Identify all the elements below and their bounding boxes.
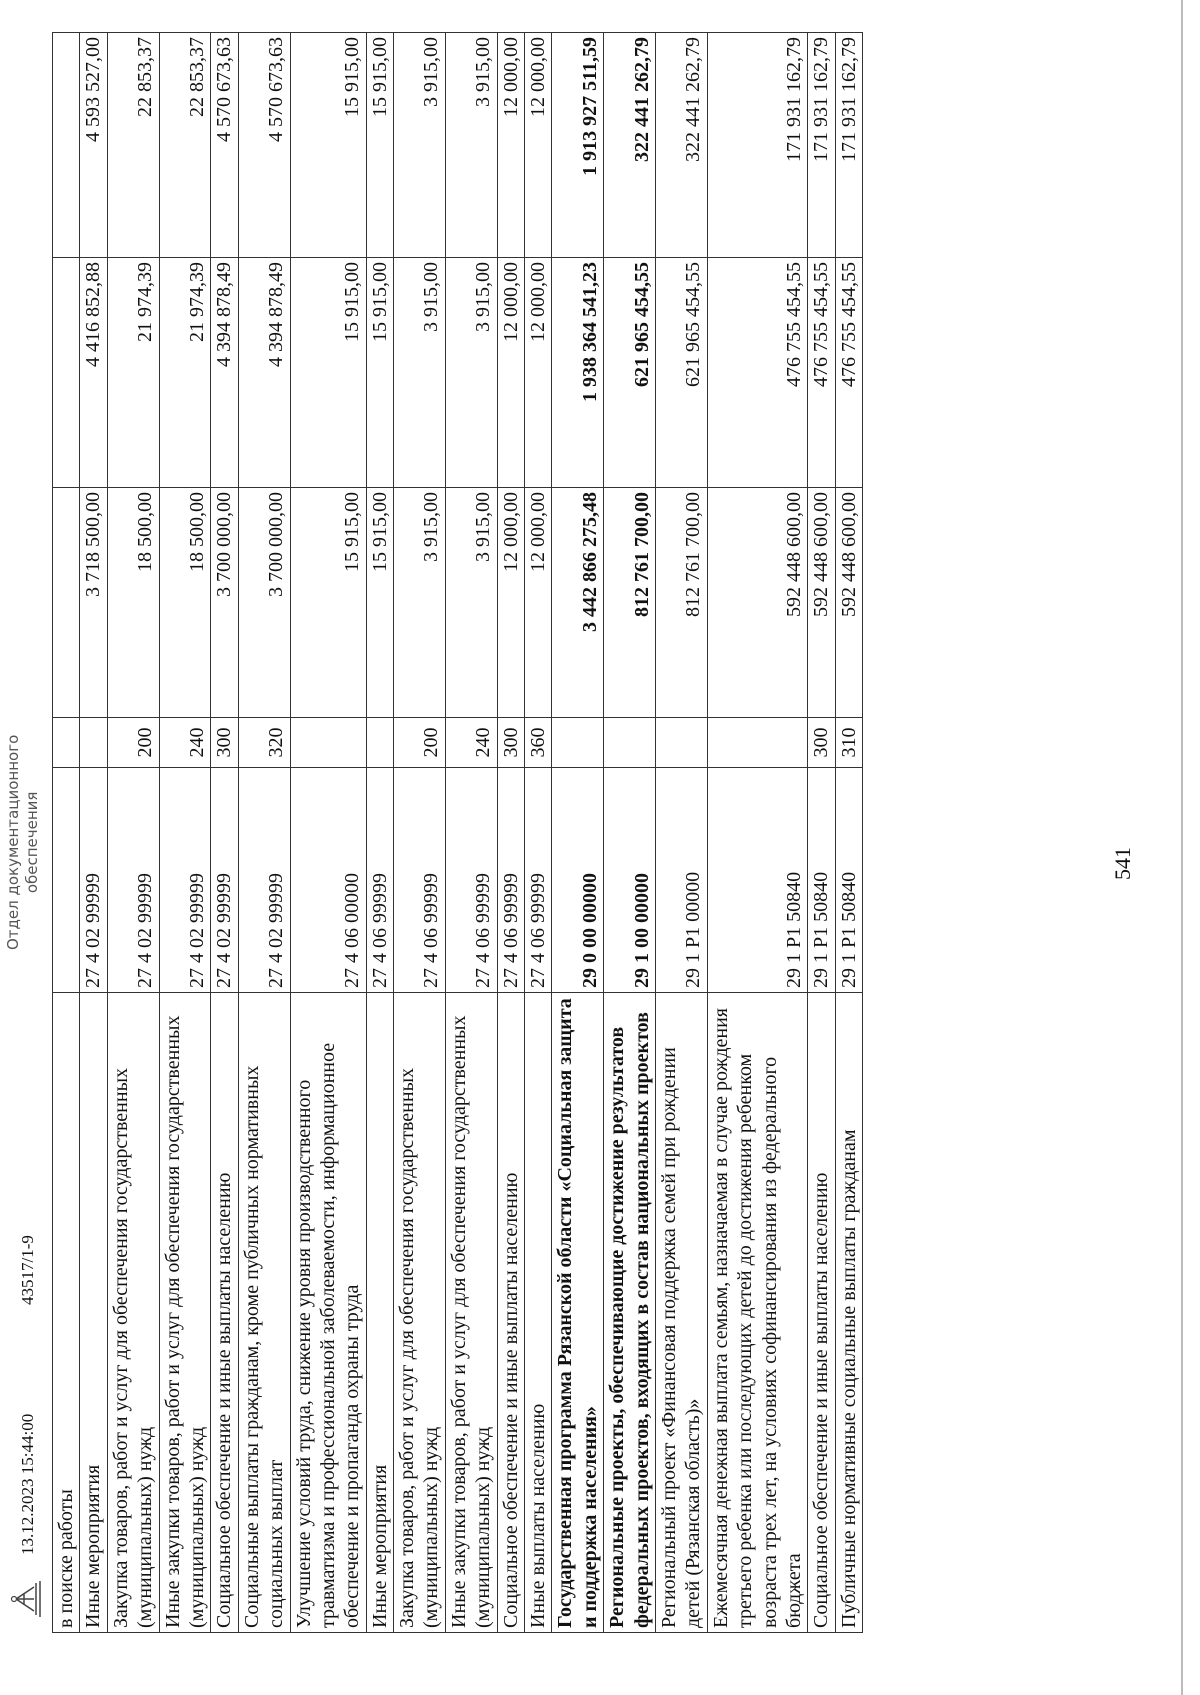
row-value-2023: 12 000,00 — [525, 488, 552, 718]
row-value-2025: 3 915,00 — [445, 33, 497, 258]
row-name: Социальное обеспечение и иные выплаты населению — [211, 993, 238, 1633]
registry-logo-icon — [10, 1577, 44, 1621]
row-value-2024: 15 915,00 — [366, 258, 393, 488]
row-name: Закупка товаров, работ и услуг для обеспечения государственных (муниципальных) нужд — [107, 993, 159, 1633]
row-code: 29 1 P1 50840 — [835, 768, 862, 993]
row-value-2025: 171 931 162,79 — [707, 33, 808, 258]
row-name: Иные выплаты населению — [525, 993, 552, 1633]
row-value-2025: 12 000,00 — [497, 33, 524, 258]
table-row — [808, 33, 835, 1633]
row-value-2025 — [53, 33, 80, 258]
table-row — [366, 33, 393, 1633]
row-name: Региональный проект «Финансовая поддержка семей при рождении детей (Рязанская область)» — [655, 993, 707, 1633]
row-vr — [53, 718, 80, 768]
row-name: Иные мероприятия — [80, 993, 107, 1633]
row-value-2023: 18 500,00 — [159, 488, 211, 718]
row-value-2025: 22 853,37 — [107, 33, 159, 258]
row-value-2025: 3 915,00 — [394, 33, 446, 258]
row-name: Региональные проекты, обеспечивающие достижение результатов федеральных проектов, входящих в состав национальных проектов — [604, 993, 656, 1633]
row-value-2025: 12 000,00 — [525, 33, 552, 258]
row-vr: 320 — [238, 718, 290, 768]
row-value-2024 — [53, 258, 80, 488]
row-value-2023: 15 915,00 — [290, 488, 366, 718]
row-code: 29 0 00 00000 — [552, 768, 604, 993]
row-value-2024: 21 974,39 — [159, 258, 211, 488]
row-name: Ежемесячная денежная выплата семьям, назначаемая в случае рождения третьего ребенка или последующих детей до достижения ребенком возраста трех лет, на условиях софинансирования из федерального бюджета — [707, 993, 808, 1633]
table-row — [552, 33, 604, 1633]
table-row — [835, 33, 862, 1633]
row-value-2024: 3 915,00 — [394, 258, 446, 488]
row-name: Социальное обеспечение и иные выплаты населению — [808, 993, 835, 1633]
row-value-2024: 21 974,39 — [107, 258, 159, 488]
row-name: Публичные нормативные социальные выплаты гражданам — [835, 993, 862, 1633]
table-row — [655, 33, 707, 1633]
row-value-2024: 476 755 454,55 — [835, 258, 862, 488]
row-code: 27 4 02 99999 — [107, 768, 159, 993]
row-vr — [655, 718, 707, 768]
row-name: в поиске работы — [53, 993, 80, 1633]
row-code: 27 4 06 99999 — [366, 768, 393, 993]
table-row — [53, 33, 80, 1633]
row-value-2025: 171 931 162,79 — [835, 33, 862, 258]
department-stamp — [4, 735, 42, 950]
row-name: Социальные выплаты гражданам, кроме публичных нормативных социальных выплат — [238, 993, 290, 1633]
row-value-2024: 15 915,00 — [290, 258, 366, 488]
row-vr: 300 — [808, 718, 835, 768]
scan-edge-line — [1181, 0, 1183, 1695]
row-code: 27 4 06 99999 — [525, 768, 552, 993]
row-vr: 240 — [445, 718, 497, 768]
row-code: 27 4 02 99999 — [80, 768, 107, 993]
row-value-2025: 4 593 527,00 — [80, 33, 107, 258]
row-value-2024: 476 755 454,55 — [707, 258, 808, 488]
row-vr: 200 — [107, 718, 159, 768]
row-value-2024: 12 000,00 — [525, 258, 552, 488]
row-value-2025: 15 915,00 — [290, 33, 366, 258]
row-code: 27 4 06 99999 — [394, 768, 446, 993]
table-row — [159, 33, 211, 1633]
row-vr: 310 — [835, 718, 862, 768]
row-value-2023: 812 761 700,00 — [604, 488, 656, 718]
row-value-2024: 12 000,00 — [497, 258, 524, 488]
row-code: 27 4 02 99999 — [211, 768, 238, 993]
row-name: Социальное обеспечение и иные выплаты населению — [497, 993, 524, 1633]
row-value-2025: 322 441 262,79 — [655, 33, 707, 258]
row-name: Иные закупки товаров, работ и услуг для обеспечения государственных (муниципальных) нужд — [159, 993, 211, 1633]
table-row — [238, 33, 290, 1633]
page-number: 541 — [1110, 847, 1135, 880]
table-row — [80, 33, 107, 1633]
row-code: 29 1 00 00000 — [604, 768, 656, 993]
row-value-2024: 476 755 454,55 — [808, 258, 835, 488]
row-value-2024: 621 965 454,55 — [604, 258, 656, 488]
budget-table — [52, 32, 863, 1633]
row-value-2023: 3 915,00 — [394, 488, 446, 718]
row-value-2025: 322 441 262,79 — [604, 33, 656, 258]
row-value-2024: 621 965 454,55 — [655, 258, 707, 488]
row-value-2024: 4 416 852,88 — [80, 258, 107, 488]
row-value-2025: 4 570 673,63 — [238, 33, 290, 258]
footer-date: 13.12.2023 15:44:00 — [18, 1413, 37, 1555]
table-row — [394, 33, 446, 1633]
row-code: 27 4 06 00000 — [290, 768, 366, 993]
table-row — [604, 33, 656, 1633]
row-value-2023: 3 700 000,00 — [238, 488, 290, 718]
row-value-2023 — [53, 488, 80, 718]
row-value-2025: 15 915,00 — [366, 33, 393, 258]
row-value-2023: 3 915,00 — [445, 488, 497, 718]
row-vr — [80, 718, 107, 768]
row-code: 29 1 P1 50840 — [808, 768, 835, 993]
row-vr: 300 — [497, 718, 524, 768]
row-name: Улучшение условий труда, снижение уровня производственного травматизма и профессиональной заболеваемости, информационное обеспечение и пропаганда охраны труда — [290, 993, 366, 1633]
row-code: 27 4 02 99999 — [238, 768, 290, 993]
table-row — [707, 33, 808, 1633]
row-name: Государственная программа Рязанской области «Социальная защита и поддержка населения» — [552, 993, 604, 1633]
row-code: 27 4 06 99999 — [497, 768, 524, 993]
row-value-2023: 592 448 600,00 — [707, 488, 808, 718]
table-row — [445, 33, 497, 1633]
row-vr — [290, 718, 366, 768]
row-code — [53, 768, 80, 993]
row-value-2023: 15 915,00 — [366, 488, 393, 718]
row-code: 27 4 02 99999 — [159, 768, 211, 993]
row-value-2023: 3 718 500,00 — [80, 488, 107, 718]
row-value-2025: 4 570 673,63 — [211, 33, 238, 258]
stamp-line-2: обеспечения — [22, 791, 41, 894]
row-vr: 200 — [394, 718, 446, 768]
row-name: Закупка товаров, работ и услуг для обеспечения государственных (муниципальных) нужд — [394, 993, 446, 1633]
row-code: 29 1 P1 00000 — [655, 768, 707, 993]
row-value-2025: 22 853,37 — [159, 33, 211, 258]
row-value-2024: 4 394 878,49 — [211, 258, 238, 488]
row-vr: 360 — [525, 718, 552, 768]
row-vr — [604, 718, 656, 768]
row-vr — [366, 718, 393, 768]
row-vr: 240 — [159, 718, 211, 768]
table-row — [107, 33, 159, 1633]
row-value-2023: 3 700 000,00 — [211, 488, 238, 718]
table-body — [53, 33, 863, 1633]
row-value-2024: 3 915,00 — [445, 258, 497, 488]
row-code: 29 1 P1 50840 — [707, 768, 808, 993]
row-value-2023: 3 442 866 275,48 — [552, 488, 604, 718]
row-name: Иные мероприятия — [366, 993, 393, 1633]
row-value-2023: 18 500,00 — [107, 488, 159, 718]
row-code: 27 4 06 99999 — [445, 768, 497, 993]
row-value-2023: 812 761 700,00 — [655, 488, 707, 718]
row-value-2025: 171 931 162,79 — [808, 33, 835, 258]
row-value-2023: 592 448 600,00 — [835, 488, 862, 718]
table-row — [525, 33, 552, 1633]
stamp-line-1: Отдел документационного — [4, 734, 22, 950]
row-vr: 300 — [211, 718, 238, 768]
row-name: Иные закупки товаров, работ и услуг для обеспечения государственных (муниципальных) нужд — [445, 993, 497, 1633]
row-value-2024: 4 394 878,49 — [238, 258, 290, 488]
table-row — [290, 33, 366, 1633]
row-value-2023: 592 448 600,00 — [808, 488, 835, 718]
row-vr — [707, 718, 808, 768]
row-value-2023: 12 000,00 — [497, 488, 524, 718]
table-row — [497, 33, 524, 1633]
footer-doc-id: 43517/1-9 — [18, 1235, 37, 1305]
row-value-2025: 1 913 927 511,59 — [552, 33, 604, 258]
table-row — [211, 33, 238, 1633]
row-vr — [552, 718, 604, 768]
row-value-2024: 1 938 364 541,23 — [552, 258, 604, 488]
